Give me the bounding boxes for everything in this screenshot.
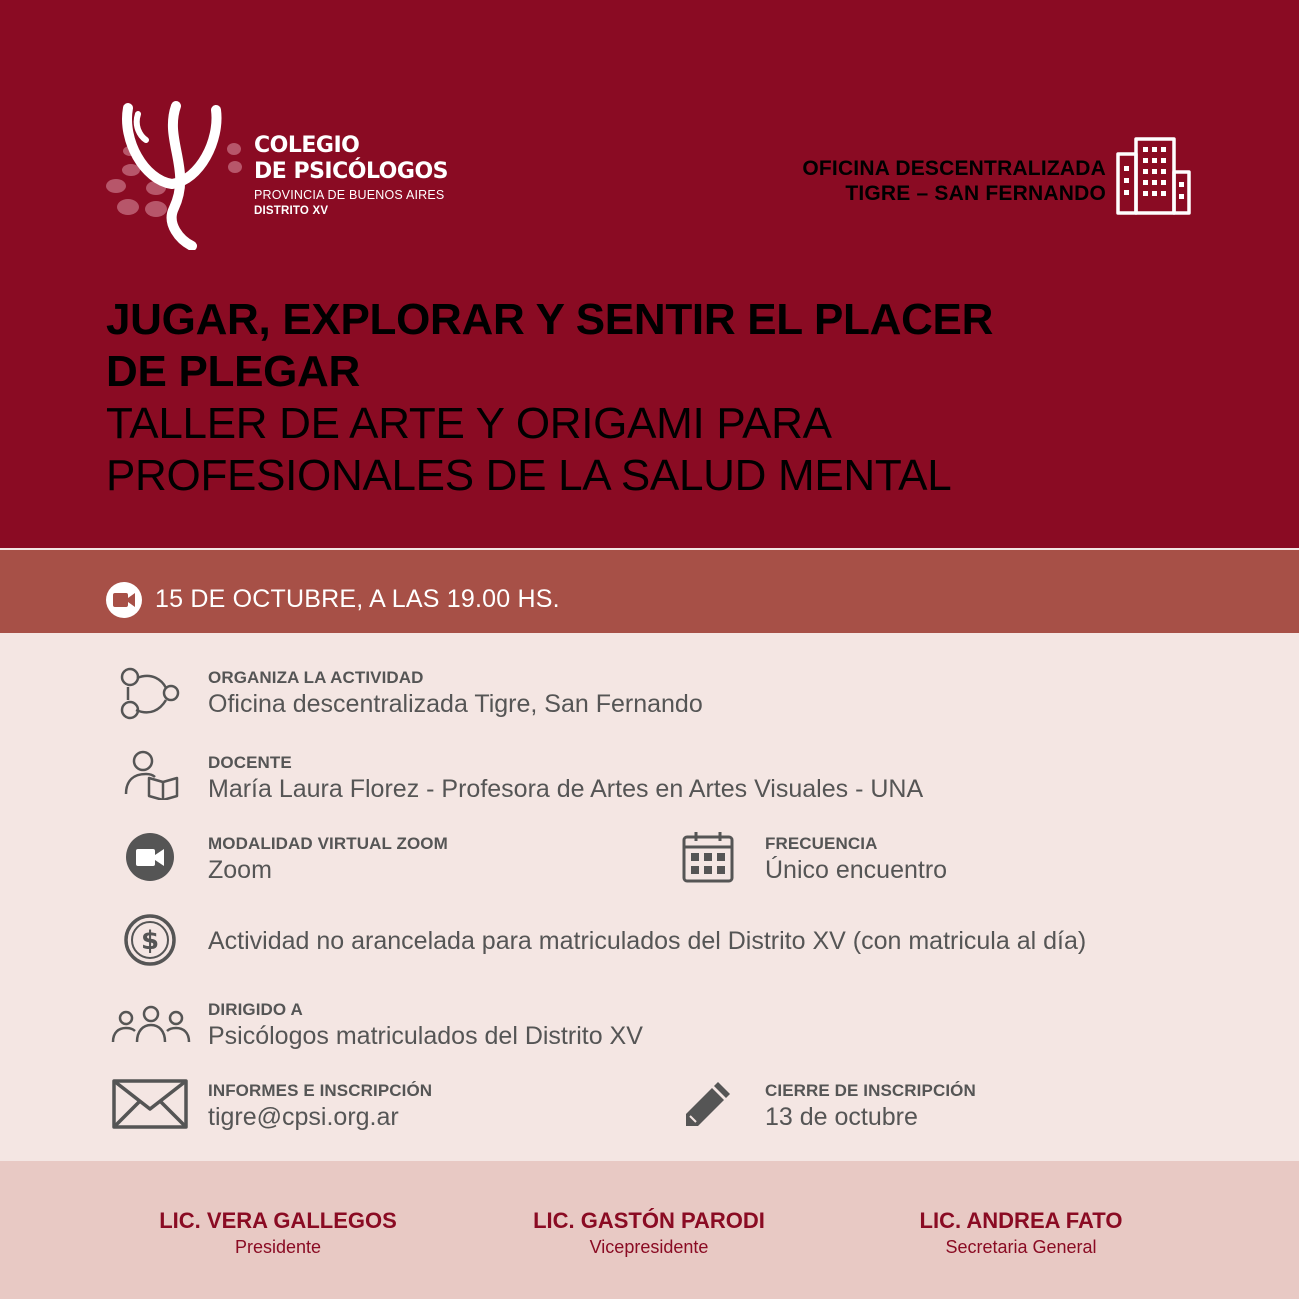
- svg-text:$: $: [140, 926, 160, 956]
- zoom-camera-icon: [126, 833, 174, 881]
- signature-role: Vicepresidente: [589, 1237, 709, 1257]
- event-subtitle: [106, 398, 951, 502]
- organiza-value: Oficina descentralizada Tigre, San Fernando: [208, 690, 703, 718]
- network-nodes-icon: [118, 666, 180, 720]
- arancel-value: Actividad no arancelada para matriculados del Distrito XV (con matricula al día): [208, 927, 1087, 955]
- envelope-icon: [112, 1079, 188, 1129]
- office-name: [802, 156, 1106, 206]
- office-line2: TIGRE – SAN FERNANDO: [845, 182, 1106, 205]
- title-line1: JUGAR, EXPLORAR Y SENTIR EL PLACER: [106, 295, 994, 344]
- signature-secretary: [871, 1207, 1171, 1259]
- logo-line1: COLEGIO: [254, 133, 360, 158]
- organiza-label: ORGANIZA LA ACTIVIDAD: [208, 668, 424, 687]
- dollar-coin-icon: [124, 914, 176, 966]
- modalidad-value: Zoom: [208, 856, 272, 884]
- logo-line4: DISTRITO XV: [254, 205, 329, 217]
- teacher-book-icon: [122, 750, 180, 800]
- signature-name: LIC. ANDREA FATO: [919, 1208, 1123, 1233]
- informes-label: INFORMES E INSCRIPCIÓN: [208, 1081, 433, 1100]
- dirigido-label: DIRIGIDO A: [208, 1000, 303, 1019]
- docente-label: DOCENTE: [208, 753, 292, 772]
- subtitle-line1: TALLER DE ARTE Y ORIGAMI PARA: [106, 399, 832, 448]
- pencil-icon: [684, 1080, 732, 1128]
- signature-vicepresident: [499, 1207, 799, 1259]
- signature-role: Presidente: [234, 1237, 322, 1257]
- cierre-label: CIERRE DE INSCRIPCIÓN: [765, 1081, 976, 1100]
- cierre-value: 13 de octubre: [765, 1103, 918, 1131]
- logo-text: [254, 133, 448, 219]
- informes-value: tigre@cpsi.org.ar: [208, 1103, 399, 1131]
- building-icon: [1114, 136, 1192, 216]
- event-title: [106, 294, 993, 398]
- signature-name: LIC. VERA GALLEGOS: [159, 1208, 397, 1233]
- frecuencia-value: Único encuentro: [765, 856, 948, 884]
- title-line2: DE PLEGAR: [106, 347, 360, 396]
- modalidad-label: MODALIDAD VIRTUAL ZOOM: [208, 834, 448, 853]
- subtitle-line2: PROFESIONALES DE LA SALUD MENTAL: [106, 451, 952, 500]
- psi-logo-icon: [100, 100, 250, 250]
- office-line1: OFICINA DESCENTRALIZADA: [802, 157, 1106, 180]
- frecuencia-label: FRECUENCIA: [765, 834, 878, 853]
- docente-value: María Laura Florez - Profesora de Artes en Artes Visuales - UNA: [208, 775, 924, 803]
- logo-line3: PROVINCIA DE BUENOS AIRES: [254, 188, 445, 202]
- dirigido-value: Psicólogos matriculados del Distrito XV: [208, 1022, 643, 1050]
- event-date: 15 DE OCTUBRE, A LAS 19.00 HS.: [155, 585, 560, 613]
- group-people-icon: [110, 1004, 192, 1044]
- calendar-icon: [682, 831, 734, 883]
- signature-president: [128, 1207, 428, 1259]
- signature-role: Secretaria General: [945, 1237, 1097, 1257]
- video-camera-icon: [106, 582, 142, 618]
- logo-line2: DE PSICÓLOGOS: [254, 159, 448, 184]
- signature-name: LIC. GASTÓN PARODI: [533, 1208, 765, 1233]
